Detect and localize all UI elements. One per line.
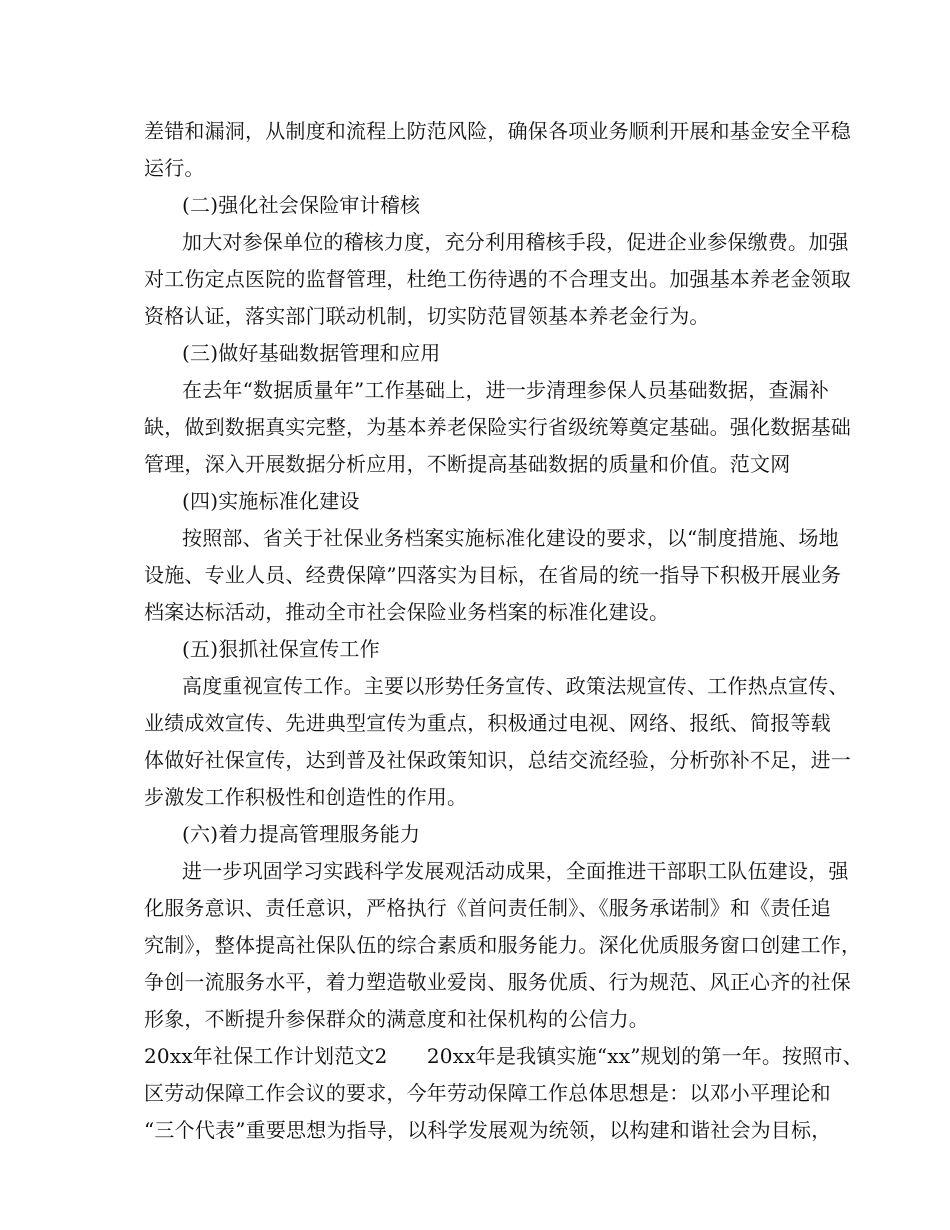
body-text-line: 管理，深入开展数据分析应用，不断提高基础数据的质量和价值。范文网	[144, 452, 791, 476]
body-text-line: 运行。	[144, 156, 205, 180]
section-heading: (四)实施标准化建设	[182, 489, 360, 513]
body-text-line: 差错和漏洞，从制度和流程上防范风险，确保各项业务顺利开展和基金安全平稳	[144, 119, 851, 143]
body-text-line: 争创一流服务水平，着力塑造敬业爱岗、服务优质、行为规范、风正心齐的社保	[144, 970, 851, 994]
body-text-line: 区劳动保障工作会议的要求，今年劳动保障工作总体思想是：以邓小平理论和	[144, 1081, 831, 1105]
body-text-line: 步激发工作积极性和创造性的作用。	[144, 785, 468, 809]
body-text-line: 对工伤定点医院的监督管理，杜绝工伤待遇的不合理支出。加强基本养老金领取	[144, 267, 851, 291]
section-heading: (三)做好基础数据管理和应用	[182, 341, 441, 365]
section-heading: (六)着力提高管理服务能力	[182, 822, 421, 846]
body-text-line: 体做好社保宣传，达到普及社保政策知识，总结交流经验，分析弥补不足，进一	[144, 748, 851, 772]
body-text-line: 档案达标活动，推动全市社会保险业务档案的标准化建设。	[144, 600, 670, 624]
body-text-line: 进一步巩固学习实践科学发展观活动成果，全面推进干部职工队伍建设，强	[182, 859, 849, 883]
body-text-line: 形象，不断提升参保群众的满意度和社保机构的公信力。	[144, 1007, 649, 1031]
body-text-line: “三个代表”重要思想为指导，以科学发展观为统领，以构建和谐社会为目标，	[144, 1118, 832, 1142]
body-text-line: 究制》，整体提高社保队伍的综合素质和服务能力。深化优质服务窗口创建工作，	[144, 933, 862, 957]
section-heading: (二)强化社会保险审计稽核	[182, 193, 421, 217]
body-text-line: 缺，做到数据真实完整，为基本养老保险实行省级统筹奠定基础。强化数据基础	[144, 415, 851, 439]
body-text-line: 按照部、省关于社保业务档案实施标准化建设的要求，以“制度措施、场地	[182, 526, 839, 550]
body-text-line: 在去年“数据质量年”工作基础上，进一步清理参保人员基础数据，查漏补	[182, 378, 830, 402]
body-text-line: 资格认证，落实部门联动机制，切实防范冒领基本养老金行为。	[144, 304, 710, 328]
body-text-line: 高度重视宣传工作。主要以形势任务宣传、政策法规宣传、工作热点宣传、	[182, 674, 849, 698]
section-heading: (五)狠抓社保宣传工作	[182, 637, 380, 661]
body-text-line: 加大对参保单位的稽核力度，充分利用稽核手段，促进企业参保缴费。加强	[182, 230, 849, 254]
section-title-line: 20xx年社保工作计划范文2 20xx年是我镇实施“xx”规划的第一年。按照市、	[144, 1044, 863, 1068]
body-text-line: 化服务意识、责任意识，严格执行《首问责任制》、《服务承诺制》和《责任追	[144, 896, 831, 920]
body-text-line: 设施、专业人员、经费保障”四落实为目标，在省局的统一指导下积极开展业务	[144, 563, 842, 587]
body-text-line: 业绩成效宣传、先进典型宣传为重点，积极通过电视、网络、报纸、简报等载	[144, 711, 831, 735]
